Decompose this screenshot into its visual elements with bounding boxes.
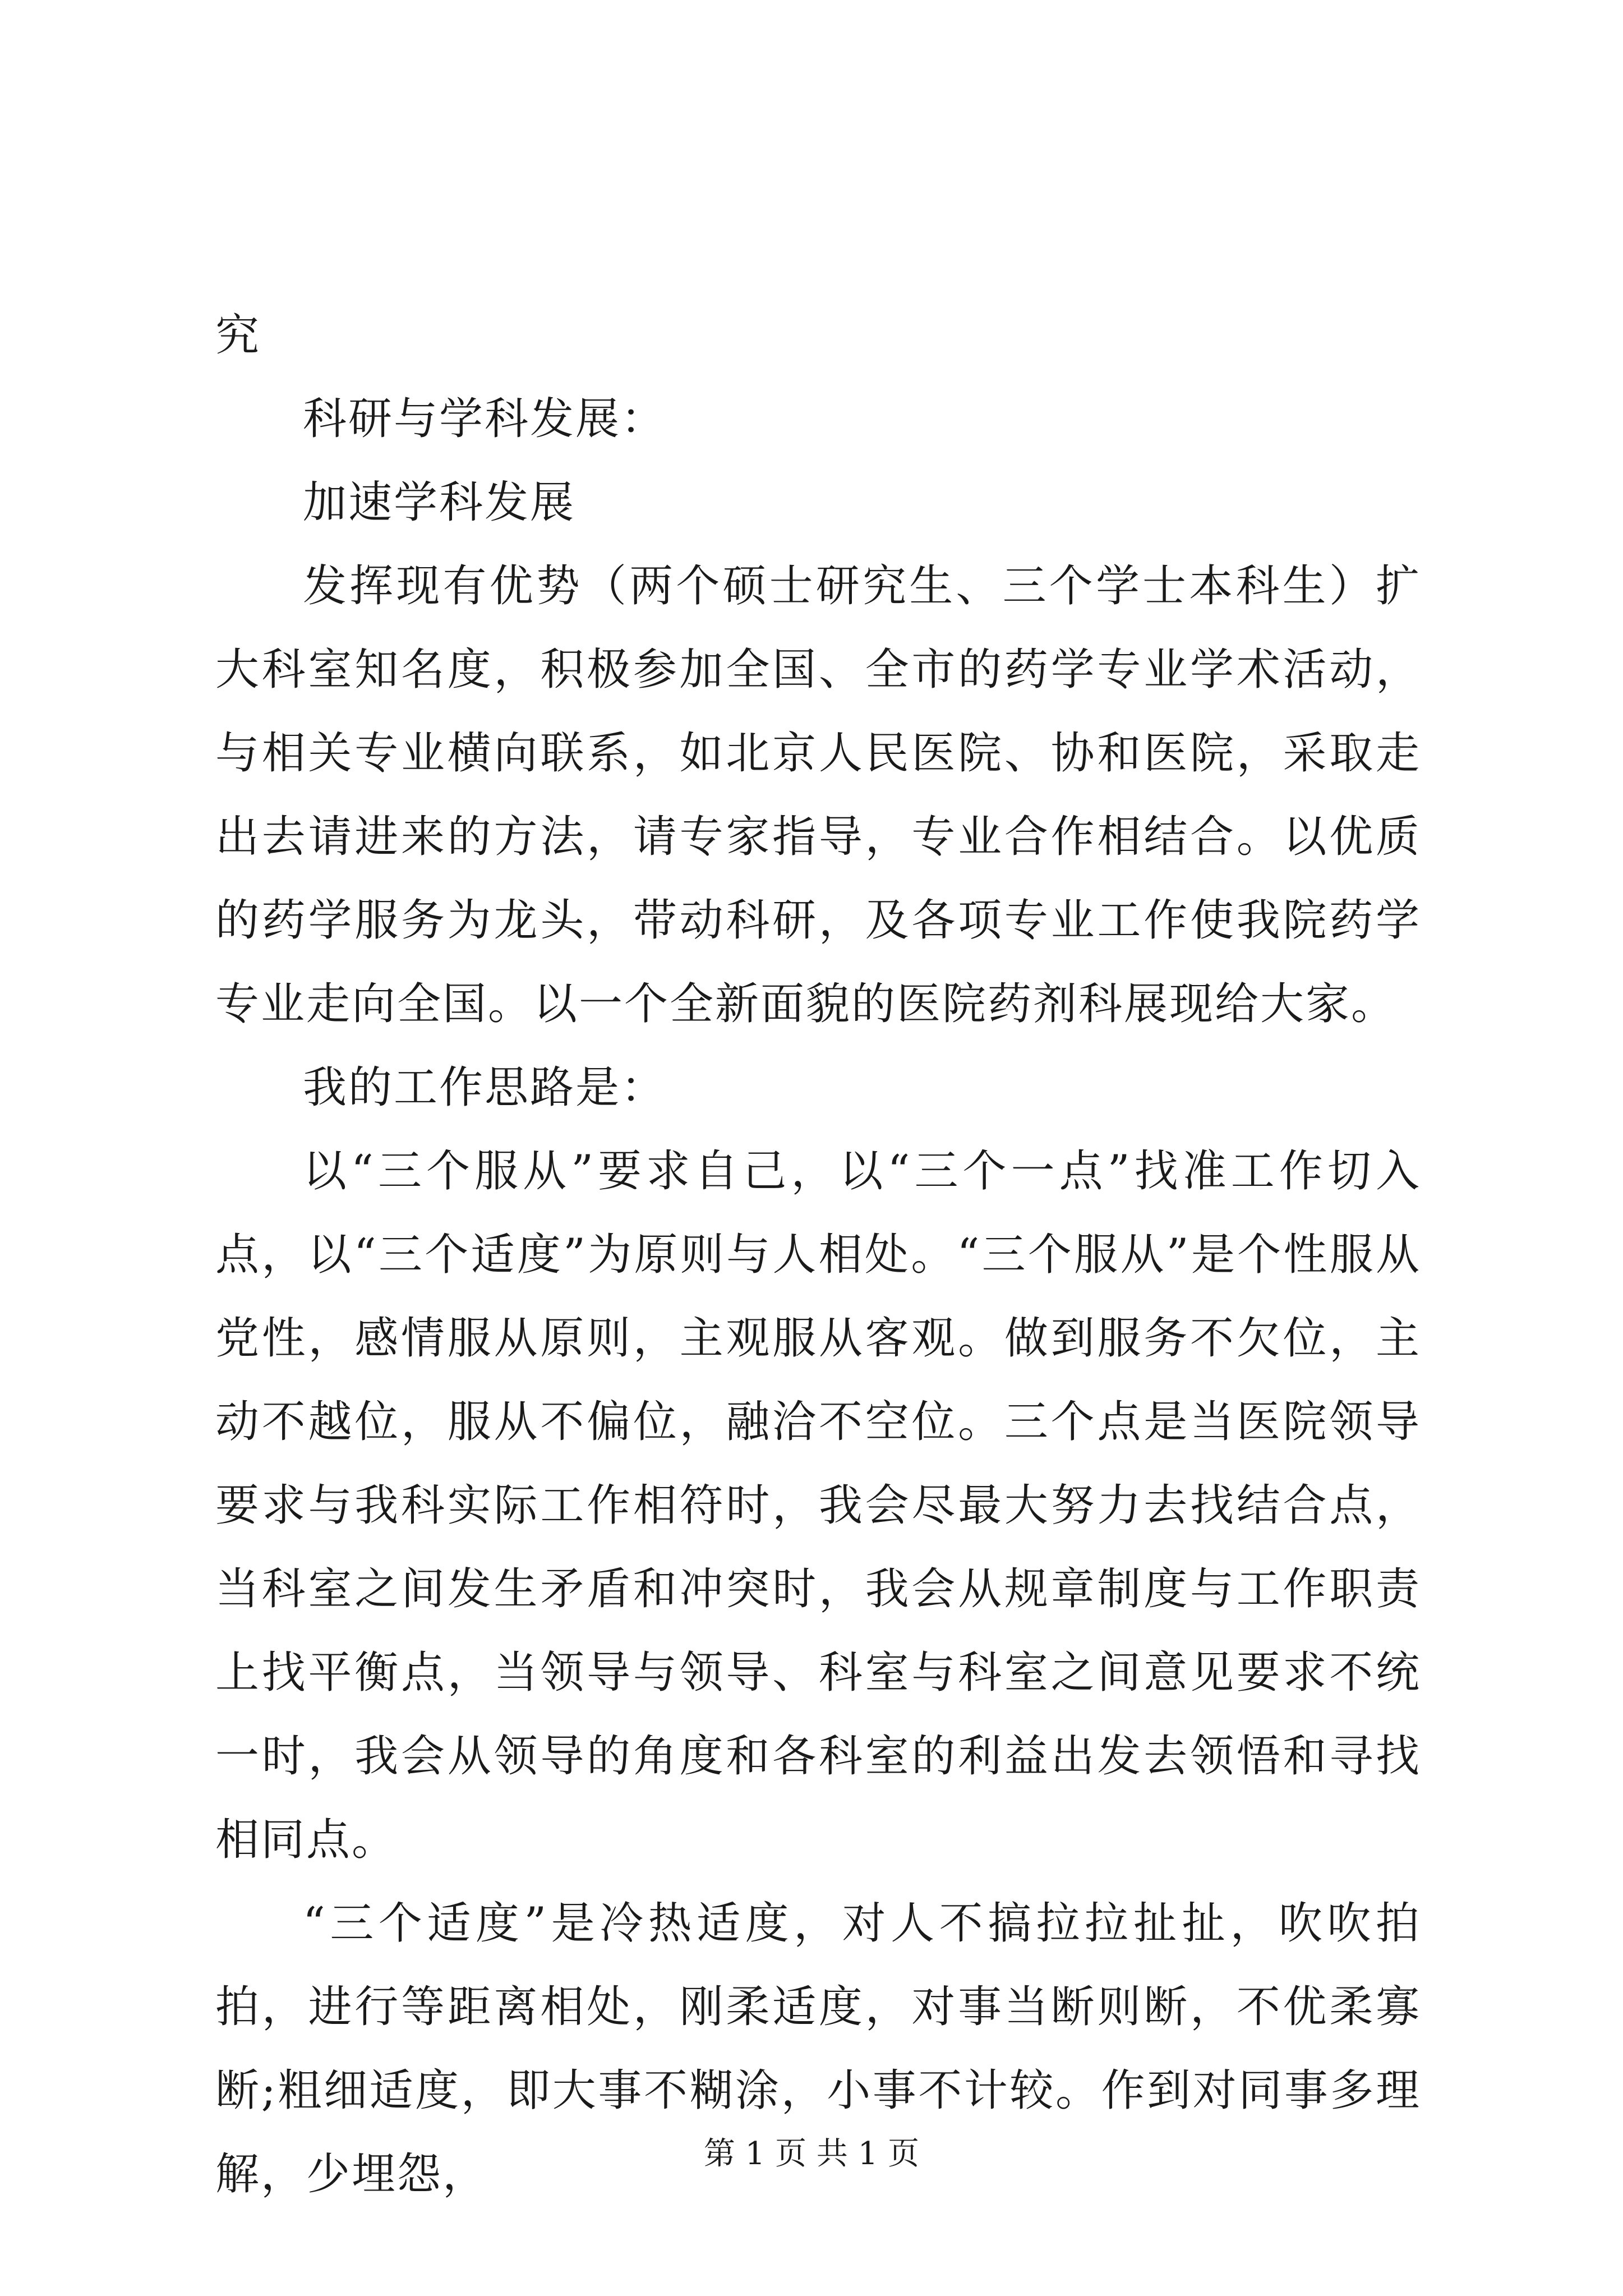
subheading-accelerate-discipline: 加速学科发展: [303, 477, 576, 528]
paragraph-continuation: 究: [215, 310, 261, 361]
paragraph-advantages: 发挥现有优势（两个硕士研究生、三个学士本科生）扩大科室知名度，积极参加全国、全市的药学专业学术活动，与相关专业横向联系，如北京人民医院、协和医院，采取走出去请进来的方法，请专家指导，专业合作相结合。以优质的药学服务为龙头，带动科研，及各项专业工作使我院药学专业走向全国。以一个全新面貌的医院药剂科展现给大家。: [215, 561, 1421, 1029]
heading-research-development: 科研与学科发展：: [303, 394, 667, 444]
page-footer: 第 1 页 共 1 页: [703, 2136, 920, 2172]
heading-work-approach: 我的工作思路是：: [303, 1062, 667, 1113]
paragraph-three-moderations: “三个适度”是冷热适度，对人不搞拉拉扯扯，吹吹拍拍，进行等距离相处，刚柔适度，对事当断则断，不优柔寡断;粗细适度，即大事不糊涂，小事不计较。作到对同事多理解，少埋怨，: [215, 1898, 1421, 2200]
document-body: [215, 294, 1421, 2216]
paragraph-three-obeys: 以“三个服从”要求自己，以“三个一点”找准工作切入点，以“三个适度”为原则与人相处。“三个服从”是个性服从党性，感情服从原则，主观服从客观。做到服务不欠位，主动不越位，服从不偏位，融洽不空位。三个点是当医院领导要求与我科实际工作相符时，我会尽最大努力去找结合点，当科室之间发生矛盾和冲突时，我会从规章制度与工作职责上找平衡点，当领导与领导、科室与科室之间意见要求不统一时，我会从领导的角度和各科室的利益出发去领悟和寻找相同点。: [215, 1146, 1421, 1865]
